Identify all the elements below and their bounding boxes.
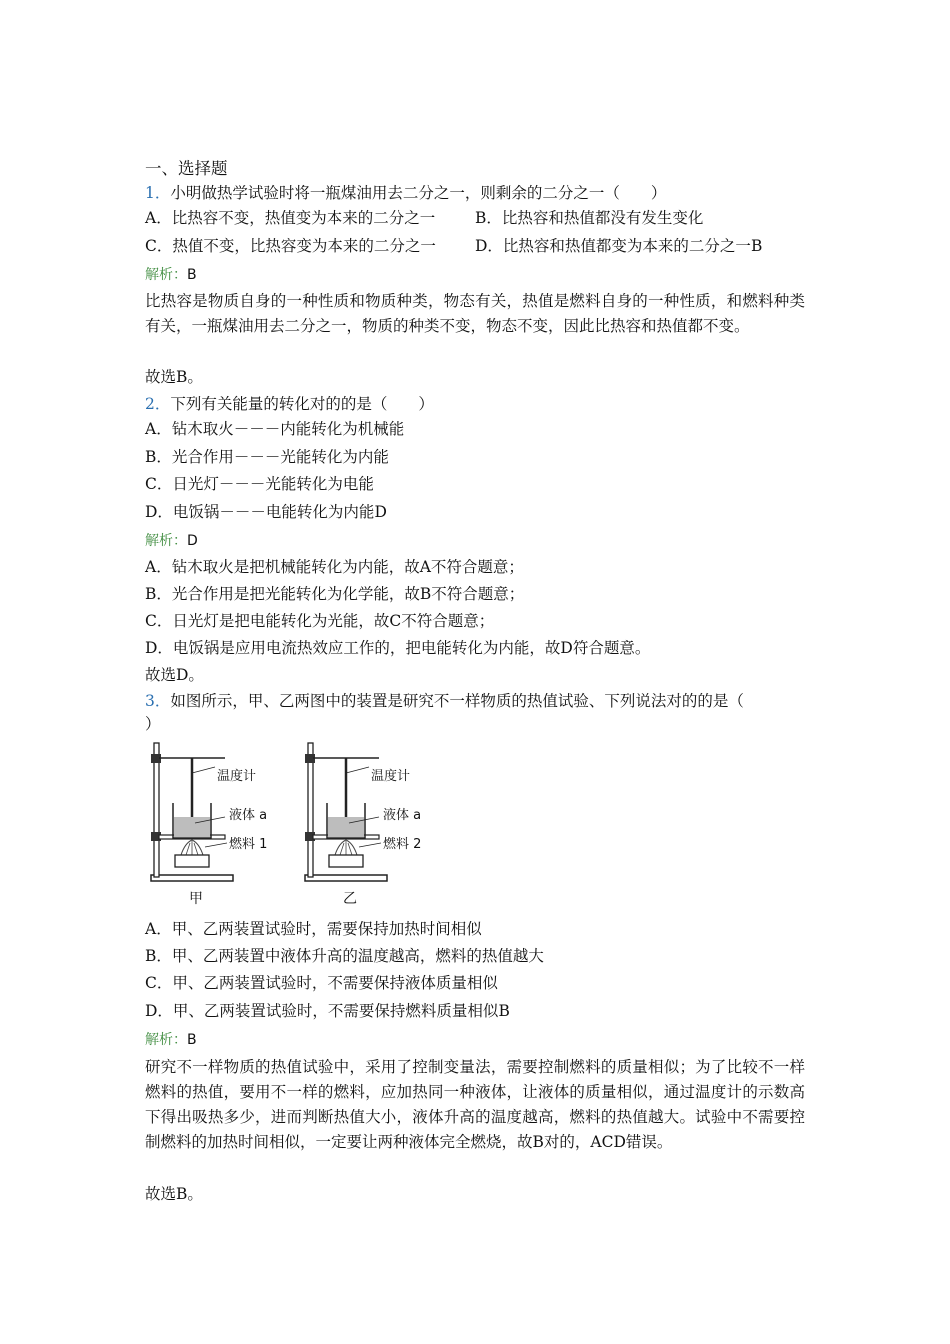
fuel-label: 燃料 2	[383, 837, 422, 852]
q1-option-a: A．比热容不变，热值变为本来的二分之一	[145, 209, 436, 227]
q3-option-a: A．甲、乙两装置试验时，需要保持加热时间相似	[145, 920, 482, 938]
inline-answer: D	[374, 503, 387, 521]
q2-conclusion: 故选D。	[145, 666, 204, 684]
question-2-stem	[145, 393, 434, 415]
q2-explain-c: C．日光灯是把电能转化为光能，故C不符合题意；	[145, 612, 495, 630]
option-text: D．电饭锅－－－电能转化为内能	[145, 503, 375, 521]
analysis-answer: D	[187, 533, 198, 549]
question-number: 3．	[145, 692, 171, 710]
question-1-stem	[145, 182, 666, 204]
analysis-answer: B	[187, 1032, 197, 1048]
q2-option-a: A．钻木取火－－－内能转化为机械能	[145, 420, 405, 438]
fuel-label: 燃料 1	[229, 837, 268, 852]
stand-base	[151, 875, 233, 881]
question-text: 下列有关能量的转化对的的是（ ）	[170, 395, 434, 413]
question-3-stem-cont: ）	[145, 715, 161, 733]
q2-option-c: C．日光灯－－－光能转化为电能	[145, 475, 374, 493]
question-text: 小明做热学试验时将一瓶煤油用去二分之一，则剩余的二分之一（ ）	[170, 184, 667, 202]
thermometer-label: 温度计	[371, 769, 411, 784]
q1-option-c: C．热值不变，比热容变为本来的二分之一	[145, 237, 436, 255]
q1-conclusion: 故选B。	[145, 368, 203, 386]
q3-explanation: 研究不一样物质的热值试验中，采用了控制变量法，需要控制燃料的质量相似；为了比较不一样燃料的热值，要用不一样的燃料，应加热同一种液体，让液体的质量相似，通过温度计的示数高下得出吸热多少，进而判断热值大小，液体升高的温度越高，燃料的热值越大。试验中不需要控制燃料的加热时间相似，一定要让两种液体完全燃烧，故B对的，ACD错误。	[145, 1058, 805, 1151]
question-text: 如图所示，甲、乙两图中的装置是研究不一样物质的热值试验、下列说法对的的是（	[170, 692, 744, 710]
q1-analysis	[145, 264, 197, 286]
liquid-label: 液体 a	[229, 808, 268, 823]
inline-answer: B	[750, 237, 763, 255]
caption-yi: 乙	[343, 891, 357, 907]
apparatus-yi	[305, 743, 421, 907]
analysis-label: 解析：	[145, 1032, 187, 1048]
q3-option-c: C．甲、乙两装置试验时，不需要保持液体质量相似	[145, 974, 498, 992]
inline-answer: B	[498, 1002, 510, 1020]
q3-conclusion: 故选B。	[145, 1185, 203, 1203]
analysis-answer: B	[187, 267, 197, 283]
liquid	[174, 817, 210, 837]
stand-rod	[308, 743, 313, 877]
apparatus-jia	[151, 743, 267, 907]
section-title: 一、选择题	[145, 159, 228, 178]
q2-analysis	[145, 530, 198, 552]
liquid-label: 液体 a	[383, 808, 422, 823]
question-3-stem	[145, 690, 744, 712]
liquid	[328, 817, 364, 837]
question-number: 1．	[145, 184, 171, 202]
fuel-container	[329, 855, 363, 867]
q1-option-d	[475, 235, 762, 257]
q2-option-d	[145, 501, 387, 523]
caption-jia: 甲	[189, 891, 203, 907]
q2-explain-a: A．钻木取火是把机械能转化为内能，故A不符合题意；	[145, 558, 524, 576]
stand-base	[305, 875, 387, 881]
q2-explain-d: D．电饭锅是应用电流热效应工作的，把电能转化为内能，故D符合题意。	[145, 639, 651, 657]
analysis-label: 解析：	[145, 267, 187, 283]
thermometer-label: 温度计	[217, 769, 257, 784]
heat-value-experiment-figure	[145, 737, 445, 916]
q3-option-b: B．甲、乙两装置中液体升高的温度越高，燃料的热值越大	[145, 947, 544, 965]
q2-option-b: B．光合作用－－－光能转化为内能	[145, 448, 389, 466]
option-text: D．比热容和热值都变为本来的二分之一	[475, 237, 751, 255]
fuel-container	[175, 855, 209, 867]
question-number: 2．	[145, 395, 171, 413]
q1-option-b: B．比热容和热值都没有发生变化	[475, 209, 704, 227]
q3-option-d	[145, 1000, 510, 1022]
stand-rod	[154, 743, 159, 877]
option-text: D．甲、乙两装置试验时，不需要保持燃料质量相似	[145, 1002, 499, 1020]
q1-explanation: 比热容是物质自身的一种性质和物质种类，物态有关，热值是燃料自身的一种性质，和燃料种类有关，一瓶煤油用去二分之一，物质的种类不变，物态不变，因此比热容和热值都不变。	[145, 292, 805, 335]
q2-explain-b: B．光合作用是把光能转化为化学能，故B不符合题意；	[145, 585, 525, 603]
q3-analysis	[145, 1029, 197, 1051]
analysis-label: 解析：	[145, 533, 187, 549]
